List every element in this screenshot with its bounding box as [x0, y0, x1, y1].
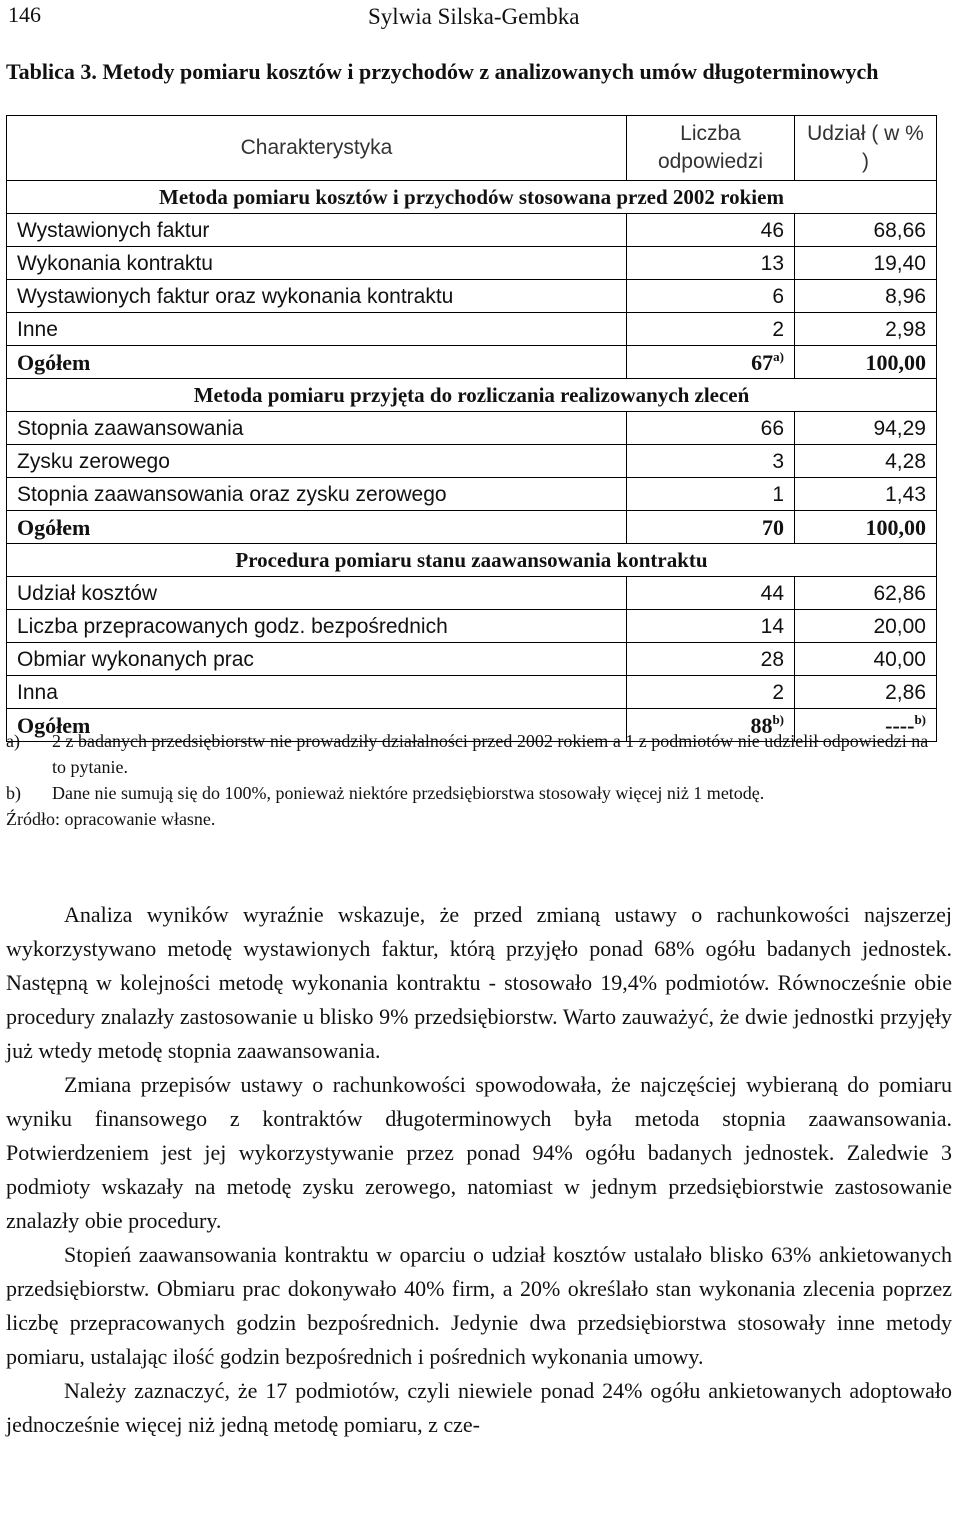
table-row [7, 577, 937, 610]
table-row [7, 643, 937, 676]
row-share: 8,96 [795, 280, 937, 313]
row-count: 44 [627, 577, 795, 610]
total-count [627, 511, 795, 544]
row-count: 2 [627, 676, 795, 709]
page-header [0, 0, 960, 40]
body-paragraph: Zmiana przepisów ustawy o rachunkowości spowodowała, że najczęściej wybieraną do pomiaru wyniku finansowego z kontraktów długoterminowych była metoda stopnia zaawansowania. Potwierdzeniem jest jej wykorzystywanie przez ponad 94% ogółu badanych jednostek. Zaledwie 3 podmioty wskazały na metodę zysku zerowego, natomiast w jednym przedsiębiorstwie zastosowanie znalazły obie procedury. [6, 1072, 952, 1233]
footnote-b-text: Dane nie sumują się do 100%, ponieważ niektóre przedsiębiorstwa stosowały więcej niż 1 metodę. [52, 783, 765, 803]
total-count-value: 70 [762, 514, 784, 540]
total-row [7, 511, 937, 544]
table-header-row [7, 116, 937, 181]
footnote-marker: b) [914, 711, 926, 727]
row-label: Inne [7, 313, 627, 346]
footnote-a [6, 728, 946, 780]
row-count: 2 [627, 313, 795, 346]
table-row [7, 412, 937, 445]
data-table [6, 115, 937, 742]
source-note: Źródło: opracowanie własne. [6, 809, 216, 829]
total-label: Ogółem [7, 511, 627, 544]
row-label: Wykonania kontraktu [7, 247, 627, 280]
row-share: 4,28 [795, 445, 937, 478]
row-share: 1,43 [795, 478, 937, 511]
row-label: Zysku zerowego [7, 445, 627, 478]
row-label: Liczba przepracowanych godz. bezpośrednich [7, 610, 627, 643]
total-label: Ogółem [7, 709, 627, 742]
table-body [7, 116, 937, 742]
column-header-count: Liczba odpowiedzi [627, 116, 795, 181]
row-label: Wystawionych faktur oraz wykonania kontraktu [7, 280, 627, 313]
running-head: Sylwia Silska-Gembka [368, 4, 580, 29]
table-notes [6, 728, 946, 832]
row-count: 13 [627, 247, 795, 280]
row-count: 66 [627, 412, 795, 445]
section-header-row [7, 379, 937, 412]
body-paragraph: Należy zaznaczyć, że 17 podmiotów, czyli niewiele ponad 24% ogółu ankietowanych adoptowało jednocześnie więcej niż jedną metodę pomiaru, z cze- [6, 1378, 952, 1437]
total-share-value: 100,00 [865, 349, 926, 375]
row-share: 2,98 [795, 313, 937, 346]
footnote-a-label: a) [6, 731, 20, 751]
total-share-value: ---- [885, 712, 915, 738]
table-row [7, 478, 937, 511]
row-share: 40,00 [795, 643, 937, 676]
footnote-b [6, 780, 946, 806]
page-number: 146 [8, 2, 41, 27]
table-row [7, 214, 937, 247]
row-share: 68,66 [795, 214, 937, 247]
row-count: 14 [627, 610, 795, 643]
row-share: 19,40 [795, 247, 937, 280]
total-count [627, 346, 795, 379]
footnote-b-label: b) [6, 783, 21, 803]
section-title: Procedura pomiaru stanu zaawansowania kontraktu [7, 544, 937, 577]
column-header-characteristic: Charakterystyka [7, 116, 627, 181]
row-share: 62,86 [795, 577, 937, 610]
section-title: Metoda pomiaru przyjęta do rozliczania realizowanych zleceń [7, 379, 937, 412]
row-count: 3 [627, 445, 795, 478]
body-paragraph: Stopień zaawansowania kontraktu w oparciu o udział kosztów ustalało blisko 63% ankietowanych przedsiębiorstw. Obmiaru prac dokonywało 40% firm, a 20% określało stan wykonania zlecenia poprzez liczbę przepracowanych godzin bezpośrednich. Jedynie dwa przedsiębiorstwa stosowały inne metody pomiaru, ustalając ilość godzin bezpośrednich i pośrednich wykonania umowy. [6, 1242, 952, 1369]
row-label: Stopnia zaawansowania oraz zysku zerowego [7, 478, 627, 511]
total-count-value: 67 [751, 349, 774, 375]
table-row [7, 610, 937, 643]
row-label: Stopnia zaawansowania [7, 412, 627, 445]
total-share [795, 346, 937, 379]
body-text [6, 898, 952, 1442]
total-count-value: 88 [750, 712, 773, 738]
total-row [7, 346, 937, 379]
body-paragraph: Analiza wyników wyraźnie wskazuje, że przed zmianą ustawy o rachunkowości najszerzej wykorzystywano metodę wystawionych faktur, którą przyjęło ponad 68% ogółu badanych jednostek. Następną w kolejności metodę wykonania kontraktu - stosowało 19,4% podmiotów. Równocześnie obie procedury znalazły zastosowanie u blisko 9% przedsiębiorstw. Warto zauważyć, że dwie jednostki przyjęły już wtedy metodę stopnia zaawansowania. [6, 902, 952, 1063]
footnote-marker: b) [772, 711, 784, 727]
row-count: 46 [627, 214, 795, 247]
footnote-marker: a) [773, 348, 784, 364]
row-label: Obmiar wykonanych prac [7, 643, 627, 676]
row-count: 6 [627, 280, 795, 313]
row-share: 94,29 [795, 412, 937, 445]
table-row [7, 676, 937, 709]
table-row [7, 280, 937, 313]
row-label: Wystawionych faktur [7, 214, 627, 247]
total-label: Ogółem [7, 346, 627, 379]
section-title: Metoda pomiaru kosztów i przychodów stosowana przed 2002 rokiem [7, 181, 937, 214]
section-header-row [7, 181, 937, 214]
table-row [7, 247, 937, 280]
row-share: 2,86 [795, 676, 937, 709]
total-share-value: 100,00 [865, 514, 926, 540]
table-row [7, 313, 937, 346]
footnote-a-text: 2 z badanych przedsiębiorstw nie prowadziły działalności przed 2002 rokiem a 1 z podmiotów nie udzielił odpowiedzi na to pytanie. [52, 731, 929, 777]
column-header-share: Udział ( w % ) [795, 116, 937, 181]
row-count: 1 [627, 478, 795, 511]
total-share [795, 511, 937, 544]
section-header-row [7, 544, 937, 577]
row-count: 28 [627, 643, 795, 676]
row-share: 20,00 [795, 610, 937, 643]
row-label: Inna [7, 676, 627, 709]
table-row [7, 445, 937, 478]
table-caption: Tablica 3. Metody pomiaru kosztów i przychodów z analizowanych umów długoterminowych [6, 59, 879, 84]
row-label: Udział kosztów [7, 577, 627, 610]
